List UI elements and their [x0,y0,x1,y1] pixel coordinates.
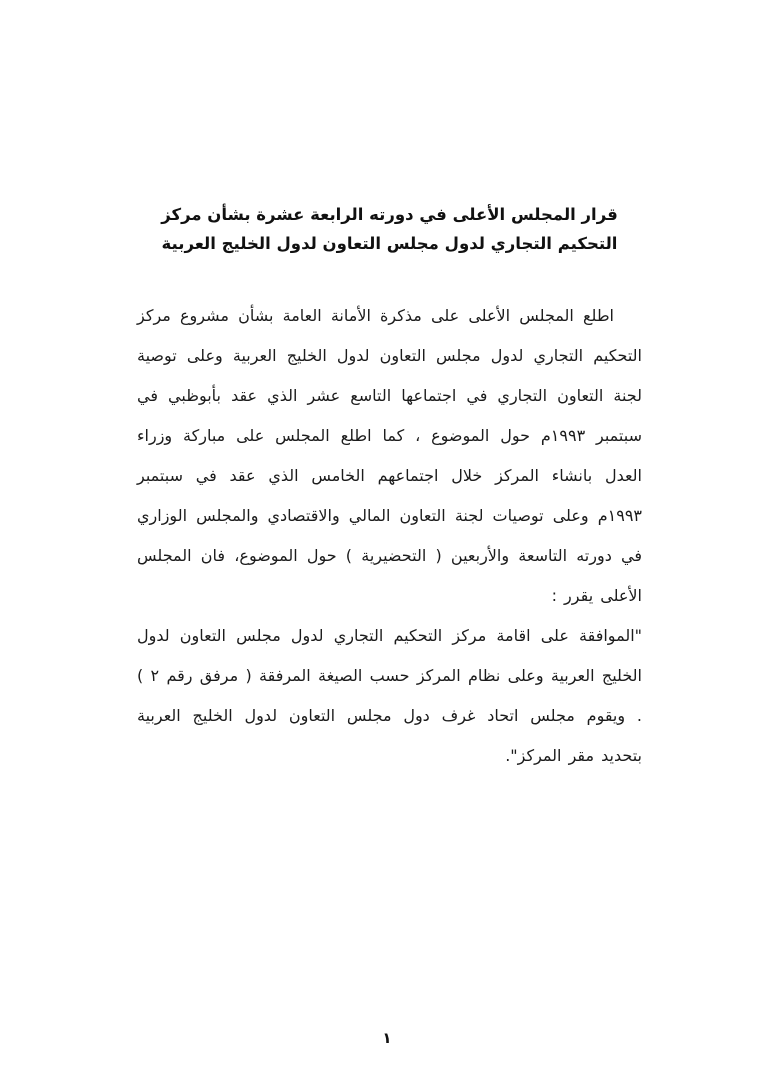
page-number: ١ [382,1029,392,1047]
title-line-1: قرار المجلس الأعلى في دورته الرابعة عشرة بشأن مركز [161,205,618,224]
paragraph-resolution-decision: "الموافقة على اقامة مركز التحكيم التجاري لدول مجلس التعاون لدول الخليج العربية وعلى نظام المركز حسب الصيغة المرفقة ( مرفق رقم ٢ ) . ويقوم مجلس اتحاد غرف دول مجلس التعاون لدول الخليج العربية بتحديد مقر المركز". [137,626,642,765]
document-title [137,200,642,258]
title-line-2: التحكيم التجاري لدول مجلس التعاون لدول الخليج العربية [161,234,618,253]
paragraph-resolution-preamble: اطلع المجلس الأعلى على مذكرة الأمانة العامة بشأن مشروع مركز التحكيم التجاري لدول مجلس التعاون لدول الخليج العربية وعلى توصية لجنة التعاون التجاري في اجتماعها التاسع عشر الذي عقد بأبوظبي في سبتمبر ١٩٩٣م حول الموضوع ، كما اطلع المجلس على مباركة وزراء العدل بانشاء المركز خلال اجتماعهم الخامس الذي عقد في سبتمبر ١٩٩٣م وعلى توصيات لجنة التعاون المالي والاقتصادي والمجلس الوزاري في دورته التاسعة والأربعين ( التحضيرية ) حول الموضوع، فان المجلس الأعلى يقرر : [137,306,642,605]
document-content [137,200,642,776]
